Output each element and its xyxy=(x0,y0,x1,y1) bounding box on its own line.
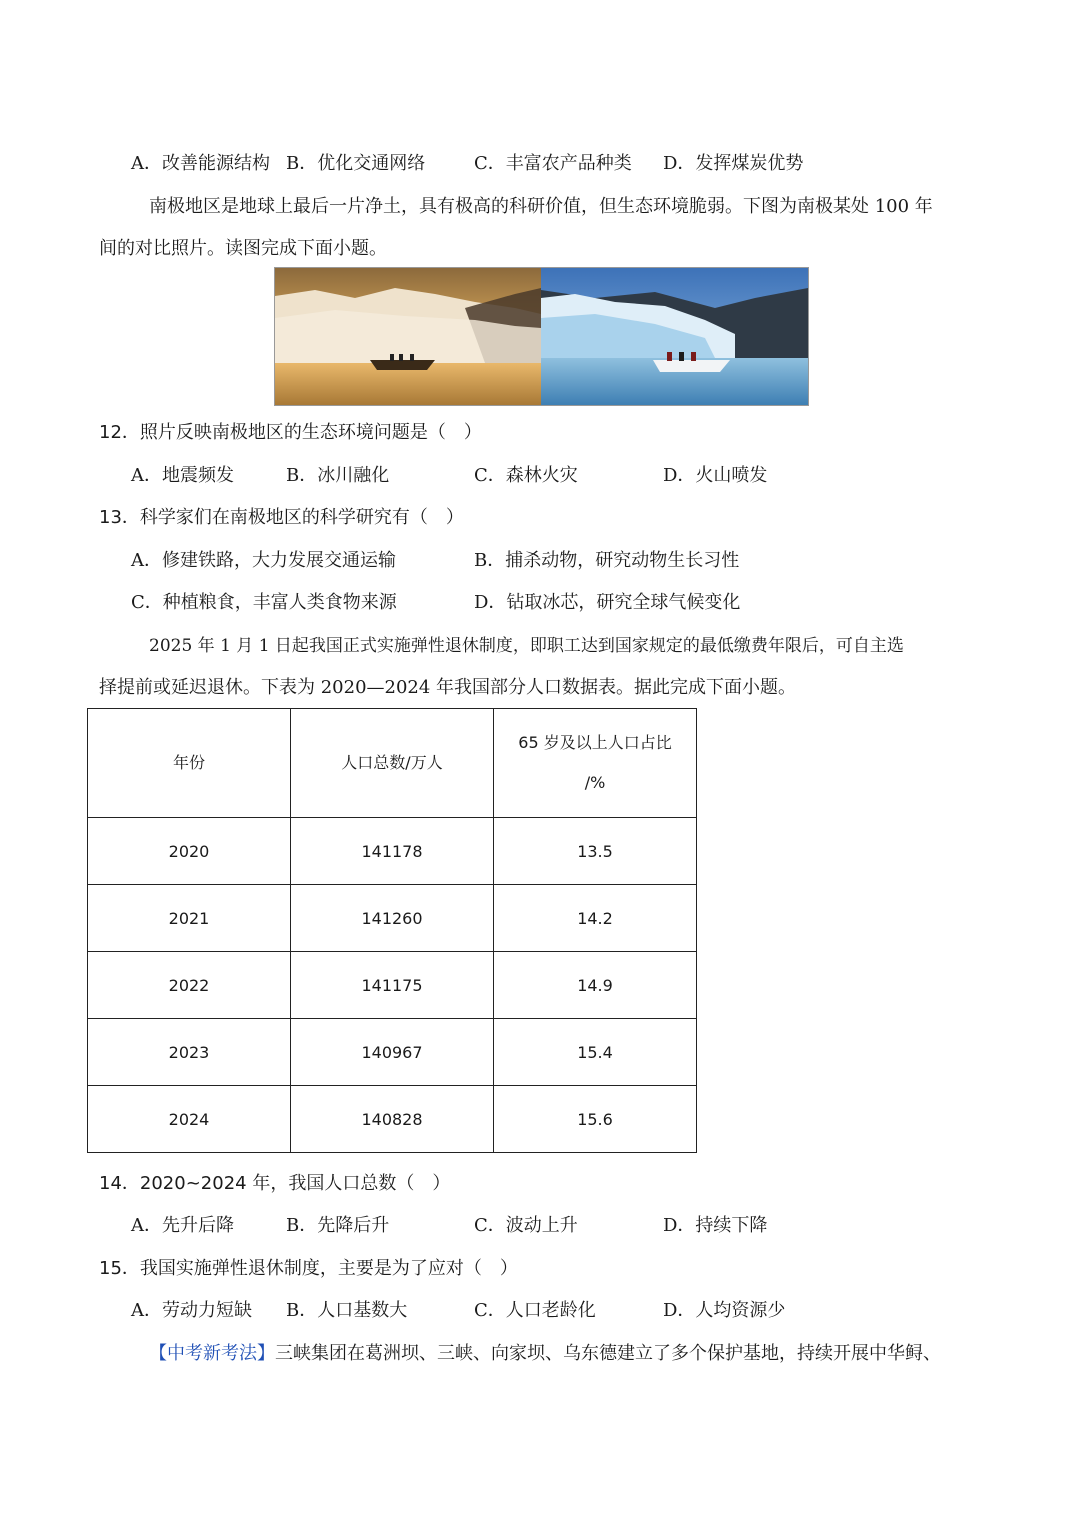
q11-option-d: D．发挥煤炭优势 xyxy=(663,153,804,174)
q11-option-b: B．优化交通网络 xyxy=(286,153,426,174)
q14-option-c: C．波动上升 xyxy=(474,1215,578,1236)
q12-option-c: C．森林火灾 xyxy=(474,465,578,486)
new-exam-tag: 【中考新考法】 xyxy=(149,1343,275,1364)
antarctica-intro-line1: 南极地区是地球上最后一片净土，具有极高的科研价值，但生态环境脆弱。下图为南极某处 100 年 xyxy=(149,196,933,217)
q14-option-b: B．先降后升 xyxy=(286,1215,390,1236)
cell-population: 141260 xyxy=(291,885,494,952)
retirement-intro-line1: 2025 年 1 月 1 日起我国正式实施弹性退休制度，即职工达到国家规定的最低缴费年限后，可自主选 xyxy=(149,636,904,656)
q12-option-a: A．地震频发 xyxy=(131,465,234,486)
q12-option-b: B．冰川融化 xyxy=(286,465,390,486)
cell-year: 2022 xyxy=(88,952,291,1019)
final-paragraph xyxy=(149,1342,941,1366)
header-aged-ratio-line2: /% xyxy=(584,773,606,792)
cell-aged-ratio: 14.9 xyxy=(494,952,697,1019)
cell-population: 141178 xyxy=(291,818,494,885)
q13-option-d: D．钻取冰芯，研究全球气候变化 xyxy=(474,592,741,613)
q15-option-c: C．人口老龄化 xyxy=(474,1300,596,1321)
final-paragraph-text: 三峡集团在葛洲坝、三峡、向家坝、乌东德建立了多个保护基地，持续开展中华鲟、 xyxy=(275,1343,941,1364)
q12-stem: 12．照片反映南极地区的生态环境问题是（ ） xyxy=(99,422,482,443)
q13-option-b: B．捕杀动物，研究动物生长习性 xyxy=(474,550,740,571)
cell-year: 2024 xyxy=(88,1086,291,1153)
header-year: 年份 xyxy=(88,709,291,818)
cell-year: 2023 xyxy=(88,1019,291,1086)
q14-option-a: A．先升后降 xyxy=(131,1215,234,1236)
cell-population: 141175 xyxy=(291,952,494,1019)
q15-option-d: D．人均资源少 xyxy=(663,1300,786,1321)
q15-option-a: A．劳动力短缺 xyxy=(131,1300,252,1321)
table-row xyxy=(88,818,697,885)
q15-option-b: B．人口基数大 xyxy=(286,1300,408,1321)
q13-stem: 13．科学家们在南极地区的科学研究有（ ） xyxy=(99,507,464,528)
header-population: 人口总数/万人 xyxy=(291,709,494,818)
retirement-intro-line2: 择提前或延迟退休。下表为 2020—2024 年我国部分人口数据表。据此完成下面小题。 xyxy=(99,677,797,698)
cell-year: 2020 xyxy=(88,818,291,885)
antarctica-intro-line2: 间的对比照片。读图完成下面小题。 xyxy=(99,238,387,259)
q14-stem: 14．2020~2024 年，我国人口总数（ ） xyxy=(99,1173,451,1194)
header-aged-ratio-line1: 65 岁及以上人口占比 xyxy=(518,733,672,752)
cell-aged-ratio: 13.5 xyxy=(494,818,697,885)
q13-option-c: C．种植粮食，丰富人类食物来源 xyxy=(131,592,397,613)
glacier-photo-graphic xyxy=(275,268,808,405)
table-row xyxy=(88,1086,697,1153)
cell-year: 2021 xyxy=(88,885,291,952)
table-row xyxy=(88,885,697,952)
table-header-row xyxy=(88,709,697,818)
cell-population: 140967 xyxy=(291,1019,494,1086)
table-row xyxy=(88,952,697,1019)
table-row xyxy=(88,1019,697,1086)
cell-aged-ratio: 15.6 xyxy=(494,1086,697,1153)
population-table xyxy=(87,708,697,1153)
q15-stem: 15．我国实施弹性退休制度，主要是为了应对（ ） xyxy=(99,1258,518,1279)
cell-aged-ratio: 15.4 xyxy=(494,1019,697,1086)
q14-option-d: D．持续下降 xyxy=(663,1215,768,1236)
cell-aged-ratio: 14.2 xyxy=(494,885,697,952)
q11-option-c: C．丰富农产品种类 xyxy=(474,153,632,174)
q12-option-d: D．火山喷发 xyxy=(663,465,768,486)
q11-option-a: A．改善能源结构 xyxy=(131,153,270,174)
glacier-comparison-photo xyxy=(274,267,809,406)
header-aged-ratio xyxy=(494,709,697,818)
q13-option-a: A．修建铁路，大力发展交通运输 xyxy=(131,550,396,571)
cell-population: 140828 xyxy=(291,1086,494,1153)
